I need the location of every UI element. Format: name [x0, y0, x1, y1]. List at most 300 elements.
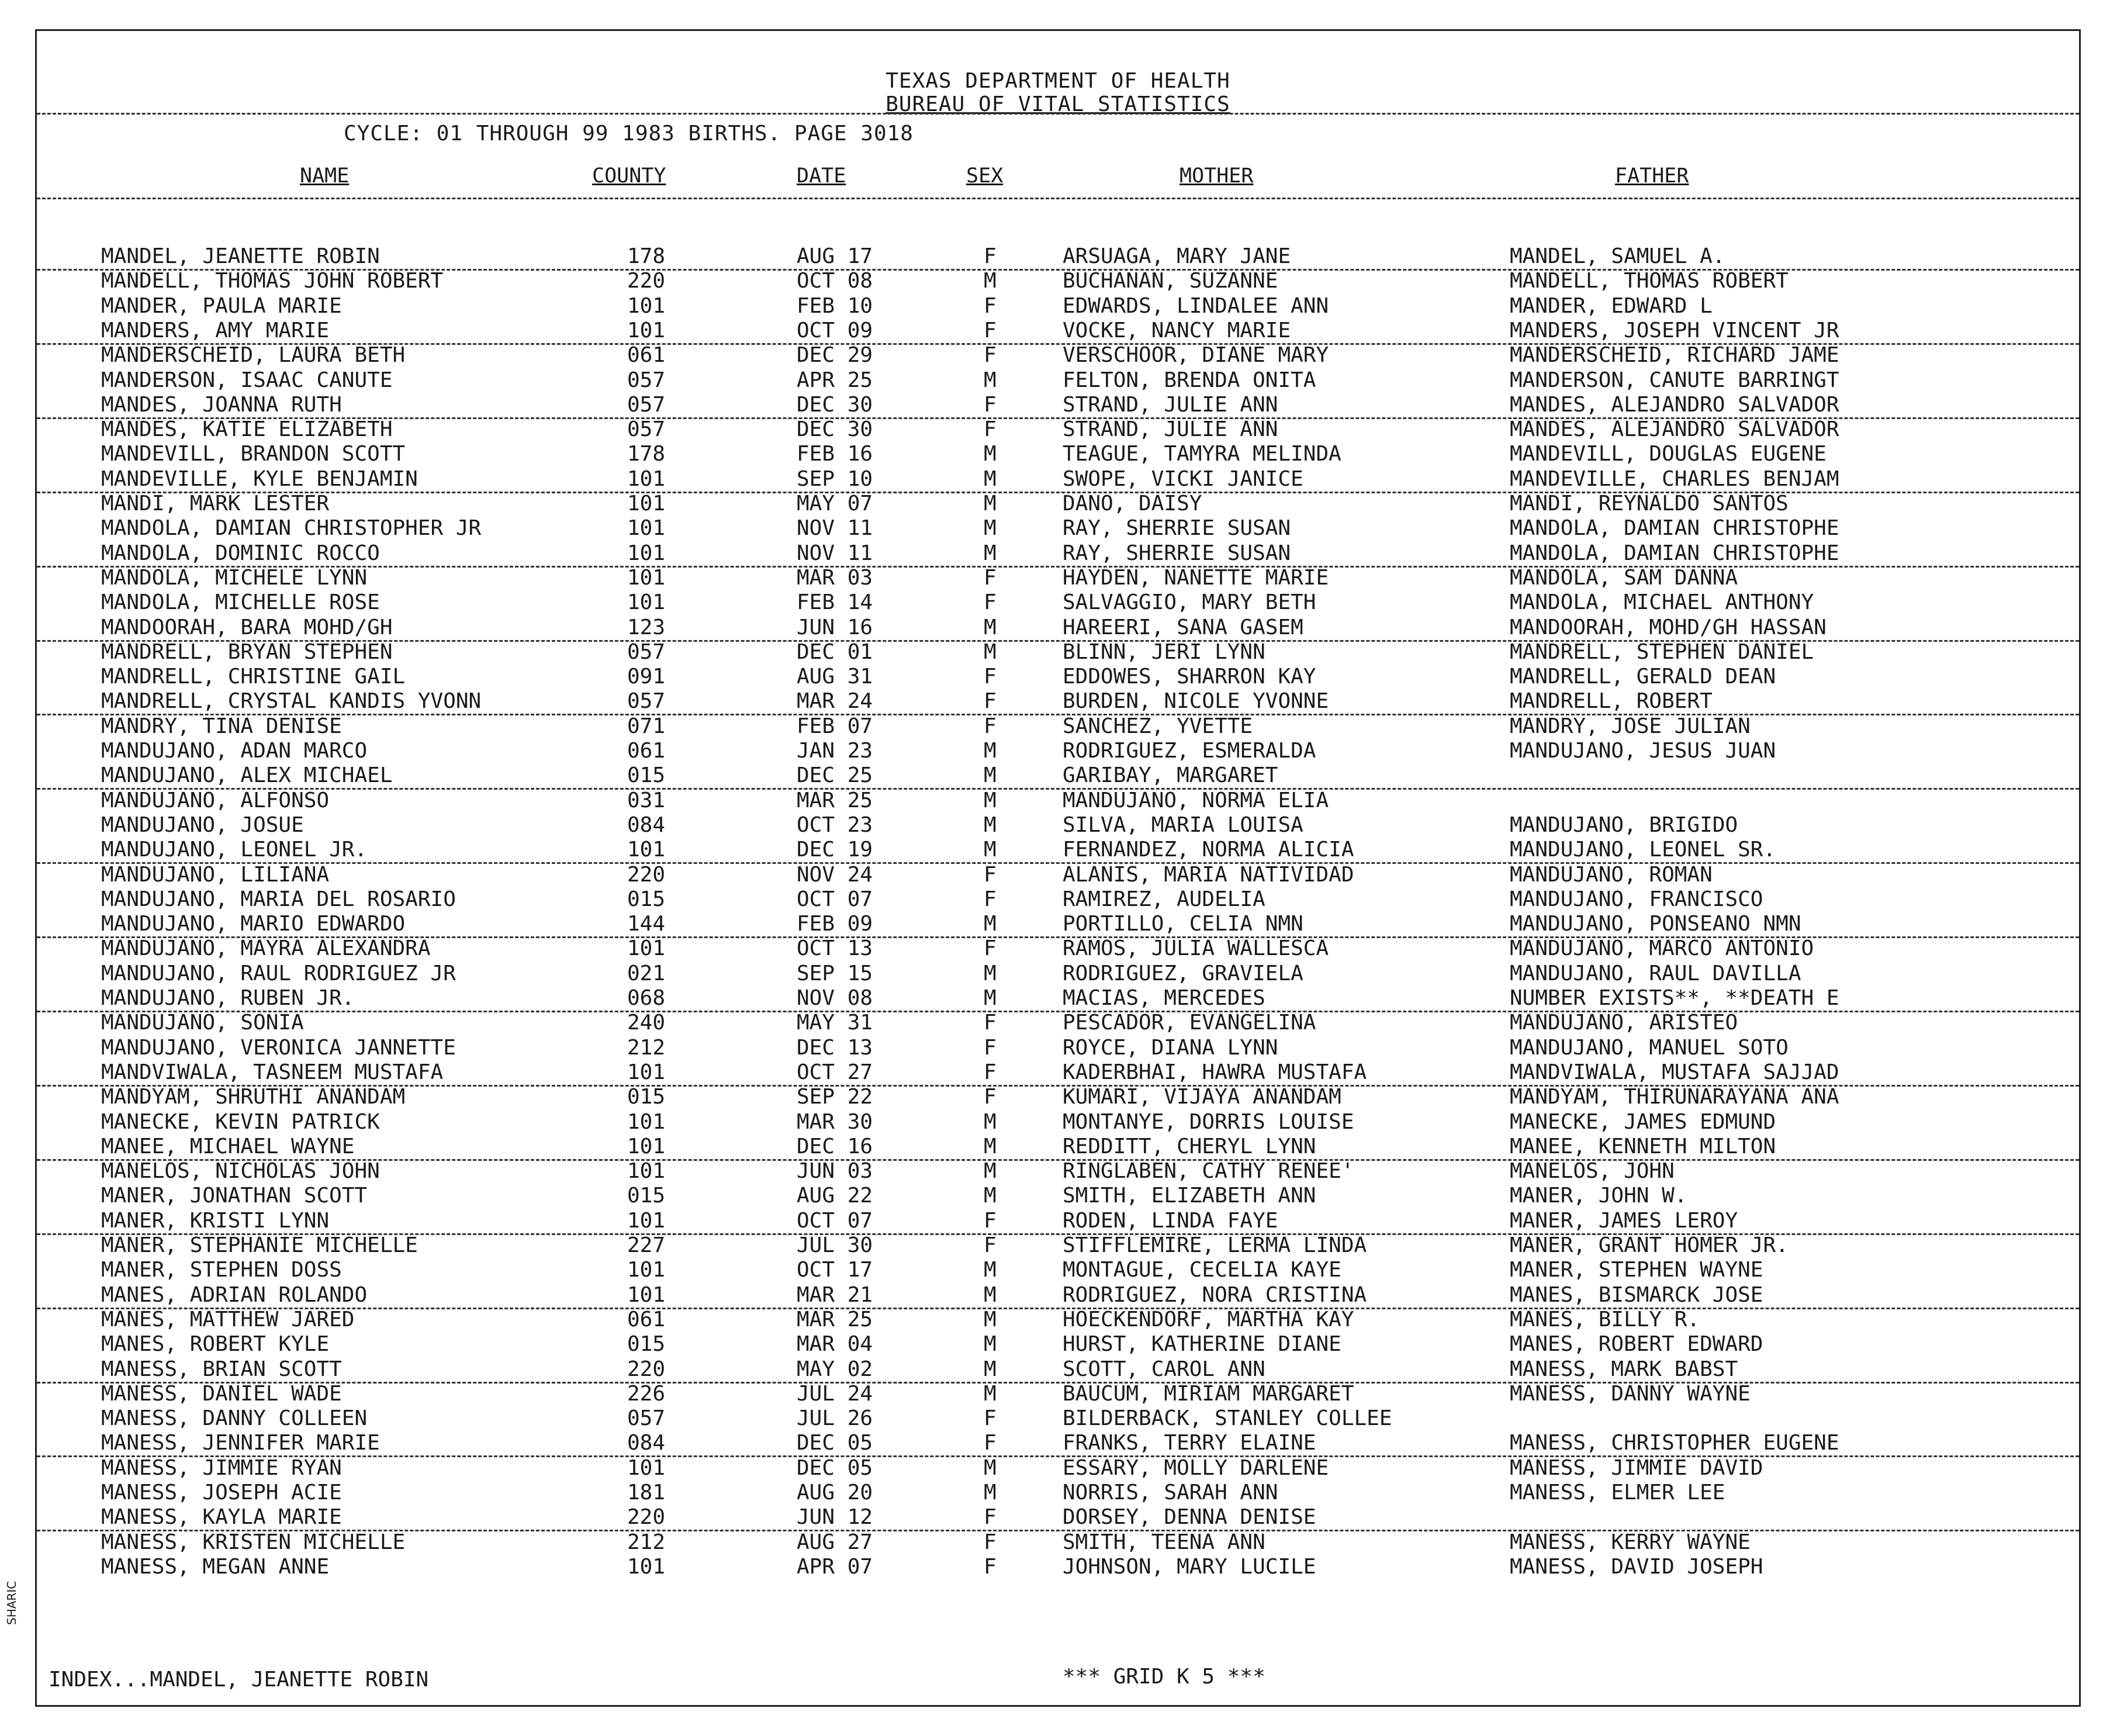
cell-sex: F — [984, 1431, 997, 1455]
cell-name: MANES, ADRIAN ROLANDO — [101, 1283, 368, 1307]
cell-sex: M — [984, 962, 997, 985]
cell-date: MAY 07 — [797, 492, 873, 516]
cell-county: 101 — [627, 319, 666, 343]
cell-name: MANDEVILL, BRANDON SCOTT — [101, 442, 406, 466]
cell-county: 101 — [627, 1110, 666, 1134]
cell-county: 212 — [627, 1530, 666, 1554]
cell-sex: M — [984, 789, 997, 812]
cell-mother: PORTILLO, CELIA NMN — [1063, 912, 1303, 936]
cell-county: 068 — [627, 986, 666, 1010]
cell-name: MANDEL, JEANETTE ROBIN — [101, 244, 380, 268]
cell-sex: F — [984, 714, 997, 738]
cell-sex: M — [984, 1357, 997, 1381]
cell-county: 015 — [627, 1184, 666, 1208]
table-row — [37, 1085, 2079, 1109]
cell-date: FEB 10 — [797, 294, 873, 318]
cell-name: MANDUJANO, RAUL RODRIGUEZ JR — [101, 962, 456, 985]
cell-date: DEC 30 — [797, 417, 873, 441]
cell-name: MANDRY, TINA DENISE — [101, 714, 342, 738]
table-row — [37, 838, 2079, 864]
cell-mother: BUCHANAN, SUZANNE — [1063, 269, 1278, 293]
table-row — [37, 1481, 2079, 1505]
cell-name: MANDI, MARK LESTER — [101, 492, 330, 516]
column-header-date: DATE — [797, 164, 846, 188]
cell-county: 057 — [627, 1406, 666, 1430]
table-row — [37, 1159, 2079, 1184]
cell-sex: M — [984, 492, 997, 516]
cell-name: MANDES, JOANNA RUTH — [101, 393, 342, 417]
cell-county: 178 — [627, 442, 666, 466]
cell-county: 101 — [627, 467, 666, 491]
cell-mother: HAYDEN, NANETTE MARIE — [1063, 566, 1329, 590]
table-row — [37, 467, 2079, 493]
cell-date: JUN 03 — [797, 1159, 873, 1183]
cell-name: MANDUJANO, LEONEL JR. — [101, 838, 368, 862]
cell-father: MANELOS, JOHN — [1510, 1159, 1675, 1183]
cell-date: DEC 19 — [797, 838, 873, 862]
cell-name: MANDER, PAULA MARIE — [101, 294, 342, 318]
cell-sex: F — [984, 1209, 997, 1233]
cell-sex: M — [984, 1382, 997, 1406]
table-row — [37, 516, 2079, 541]
cell-date: FEB 09 — [797, 912, 873, 936]
cell-date: AUG 20 — [797, 1481, 873, 1505]
side-mark: SHARIC — [5, 1581, 19, 1625]
cell-mother: HOECKENDORF, MARTHA KAY — [1063, 1308, 1354, 1332]
table-row — [37, 393, 2079, 419]
table-row — [37, 269, 2079, 293]
cell-name: MANDUJANO, RUBEN JR. — [101, 986, 355, 1010]
cell-date: AUG 31 — [797, 665, 873, 689]
cell-mother: RAY, SHERRIE SUSAN — [1063, 516, 1291, 540]
cell-county: 178 — [627, 244, 666, 268]
cell-county: 101 — [627, 492, 666, 516]
cell-date: JUL 24 — [797, 1382, 873, 1406]
cell-county: 226 — [627, 1382, 666, 1406]
cell-date: DEC 29 — [797, 343, 873, 367]
cell-sex: M — [984, 1135, 997, 1159]
cell-date: SEP 10 — [797, 467, 873, 491]
cycle-line: CYCLE: 01 THROUGH 99 1983 BIRTHS. PAGE 3018 — [344, 122, 914, 146]
cell-sex: F — [984, 1406, 997, 1430]
cell-date: DEC 05 — [797, 1456, 873, 1480]
cell-father: MANESS, DAVID JOSEPH — [1510, 1555, 1763, 1579]
table-row — [37, 962, 2079, 986]
cell-county: 084 — [627, 813, 666, 837]
cell-sex: F — [984, 1505, 997, 1529]
table-row — [37, 1283, 2079, 1309]
cell-county: 101 — [627, 838, 666, 862]
cell-sex: F — [984, 566, 997, 590]
table-row — [37, 1233, 2079, 1258]
cell-mother: SMITH, ELIZABETH ANN — [1063, 1184, 1316, 1208]
cell-county: 101 — [627, 1283, 666, 1307]
cell-sex: F — [984, 590, 997, 614]
cell-father: MANDOLA, MICHAEL ANTHONY — [1510, 590, 1814, 614]
table-row — [37, 689, 2079, 715]
cell-county: 021 — [627, 962, 666, 985]
cell-county: 057 — [627, 368, 666, 392]
cell-mother: FRANKS, TERRY ELAINE — [1063, 1431, 1316, 1455]
cell-mother: ROYCE, DIANA LYNN — [1063, 1036, 1278, 1060]
table-row — [37, 986, 2079, 1012]
table-row — [37, 640, 2079, 665]
cell-date: FEB 07 — [797, 714, 873, 738]
cell-father: NUMBER EXISTS**, **DEATH E — [1510, 986, 1839, 1010]
table-row — [37, 1357, 2079, 1384]
cell-mother: RODEN, LINDA FAYE — [1063, 1209, 1278, 1233]
cell-mother: SANCHEZ, YVETTE — [1063, 714, 1253, 738]
cell-name: MANDYAM, SHRUTHI ANANDAM — [101, 1085, 406, 1109]
column-header-mother: MOTHER — [1179, 164, 1254, 188]
cell-date: MAR 25 — [797, 789, 873, 812]
table-row — [37, 442, 2079, 466]
cell-date: DEC 25 — [797, 763, 873, 787]
cell-name: MANESS, JENNIFER MARIE — [101, 1431, 380, 1455]
table-row — [37, 1332, 2079, 1357]
cell-date: AUG 22 — [797, 1184, 873, 1208]
cell-sex: M — [984, 269, 997, 293]
cell-mother: STRAND, JULIE ANN — [1063, 417, 1278, 441]
cell-mother: SALVAGGIO, MARY BETH — [1063, 590, 1316, 614]
cell-name: MANDRELL, CHRISTINE GAIL — [101, 665, 406, 689]
cell-date: FEB 14 — [797, 590, 873, 614]
cell-date: OCT 07 — [797, 887, 873, 911]
cell-father: MANDES, ALEJANDRO SALVADOR — [1510, 393, 1839, 417]
cell-mother: JOHNSON, MARY LUCILE — [1063, 1555, 1316, 1579]
cell-mother: ESSARY, MOLLY DARLENE — [1063, 1456, 1329, 1480]
cell-name: MANDUJANO, ALFONSO — [101, 789, 330, 812]
cell-date: DEC 13 — [797, 1036, 873, 1060]
cell-date: AUG 27 — [797, 1530, 873, 1554]
cell-name: MANDEVILLE, KYLE BENJAMIN — [101, 467, 418, 491]
birth-index-page — [35, 29, 2081, 1707]
table-row — [37, 714, 2079, 739]
cell-name: MANDRELL, CRYSTAL KANDIS YVONN — [101, 689, 482, 713]
cell-mother: VERSCHOOR, DIANE MARY — [1063, 343, 1329, 367]
cell-county: 101 — [627, 936, 666, 960]
cell-sex: M — [984, 368, 997, 392]
cell-sex: F — [984, 665, 997, 689]
cell-county: 057 — [627, 393, 666, 417]
cell-date: OCT 17 — [797, 1258, 873, 1282]
cell-name: MANES, MATTHEW JARED — [101, 1308, 355, 1332]
cell-date: JUL 26 — [797, 1406, 873, 1430]
cell-mother: RODRIGUEZ, ESMERALDA — [1063, 739, 1316, 763]
cell-county: 181 — [627, 1481, 666, 1505]
cell-mother: KUMARI, VIJAYA ANANDAM — [1063, 1085, 1341, 1109]
cell-date: JUN 16 — [797, 615, 873, 639]
cell-mother: RAMIREZ, AUDELIA — [1063, 887, 1265, 911]
cell-mother: ARSUAGA, MARY JANE — [1063, 244, 1291, 268]
cell-father: MANESS, KERRY WAYNE — [1510, 1530, 1751, 1554]
cell-mother: MANDUJANO, NORMA ELIA — [1063, 789, 1329, 812]
cell-sex: F — [984, 936, 997, 960]
column-header-name: NAME — [300, 164, 350, 188]
cell-county: 084 — [627, 1431, 666, 1455]
cell-name: MANER, JONATHAN SCOTT — [101, 1184, 368, 1208]
cell-county: 057 — [627, 640, 666, 664]
cell-date: OCT 23 — [797, 813, 873, 837]
table-row — [37, 417, 2079, 442]
cell-sex: F — [984, 244, 997, 268]
cell-sex: F — [984, 1233, 997, 1257]
cell-name: MANESS, KAYLA MARIE — [101, 1505, 342, 1529]
cell-father: MANES, BISMARCK JOSE — [1510, 1283, 1763, 1307]
cell-county: 015 — [627, 1085, 666, 1109]
cell-father: MANDOORAH, MOHD/GH HASSAN — [1510, 615, 1827, 639]
table-row — [37, 936, 2079, 961]
cell-date: OCT 13 — [797, 936, 873, 960]
cell-sex: M — [984, 1184, 997, 1208]
column-header-sex: SEX — [966, 164, 1004, 188]
cell-mother: VOCKE, NANCY MARIE — [1063, 319, 1291, 343]
cell-mother: BAUCUM, MIRIAM MARGARET — [1063, 1382, 1354, 1406]
cell-sex: M — [984, 516, 997, 540]
cell-name: MANDOLA, DAMIAN CHRISTOPHER JR — [101, 516, 482, 540]
cell-father: MANDEVILL, DOUGLAS EUGENE — [1510, 442, 1827, 466]
cell-date: SEP 15 — [797, 962, 873, 985]
cell-county: 227 — [627, 1233, 666, 1257]
cell-county: 144 — [627, 912, 666, 936]
cell-father: MANDUJANO, ROMAN — [1510, 863, 1713, 887]
cell-father: MANER, JOHN W. — [1510, 1184, 1687, 1208]
cell-name: MANDUJANO, MAYRA ALEXANDRA — [101, 936, 431, 960]
cell-name: MANDOLA, MICHELE LYNN — [101, 566, 368, 590]
cell-date: JUL 30 — [797, 1233, 873, 1257]
cell-name: MANESS, DANNY COLLEEN — [101, 1406, 368, 1430]
cell-mother: RODRIGUEZ, NORA CRISTINA — [1063, 1283, 1367, 1307]
cell-father: MANDVIWALA, MUSTAFA SAJJAD — [1510, 1060, 1839, 1084]
table-row — [37, 1530, 2079, 1555]
table-row — [37, 566, 2079, 590]
cell-father: MANDER, EDWARD L — [1510, 294, 1713, 318]
cell-mother: DORSEY, DENNA DENISE — [1063, 1505, 1316, 1529]
cell-father: MANDUJANO, ARISTEO — [1510, 1011, 1738, 1035]
table-row — [37, 319, 2079, 345]
cell-county: 101 — [627, 1060, 666, 1084]
cell-sex: F — [984, 294, 997, 318]
cell-county: 057 — [627, 417, 666, 441]
cell-county: 101 — [627, 1209, 666, 1233]
cell-name: MANDUJANO, ALEX MICHAEL — [101, 763, 393, 787]
cell-father: MANDES, ALEJANDRO SALVADOR — [1510, 417, 1839, 441]
cell-name: MANDUJANO, JOSUE — [101, 813, 304, 837]
cell-name: MANDUJANO, LILIANA — [101, 863, 330, 887]
cell-mother: GARIBAY, MARGARET — [1063, 763, 1278, 787]
cell-mother: EDWARDS, LINDALEE ANN — [1063, 294, 1329, 318]
cell-county: 101 — [627, 1135, 666, 1159]
cell-date: NOV 24 — [797, 863, 873, 887]
cell-county: 101 — [627, 516, 666, 540]
table-row — [37, 294, 2079, 319]
cell-father: MANDELL, THOMAS ROBERT — [1510, 269, 1789, 293]
cell-father: MANDOLA, SAM DANNA — [1510, 566, 1738, 590]
cell-name: MANESS, JIMMIE RYAN — [101, 1456, 342, 1480]
cell-name: MANER, KRISTI LYNN — [101, 1209, 330, 1233]
cell-county: 061 — [627, 343, 666, 367]
table-row — [37, 1011, 2079, 1035]
cell-mother: SCOTT, CAROL ANN — [1063, 1357, 1265, 1381]
cell-mother: BILDERBACK, STANLEY COLLEE — [1063, 1406, 1392, 1430]
cell-date: MAR 25 — [797, 1308, 873, 1332]
cell-mother: RINGLABEN, CATHY RENEE' — [1063, 1159, 1354, 1183]
table-row — [37, 1110, 2079, 1135]
cell-mother: MONTAGUE, CECELIA KAYE — [1063, 1258, 1341, 1282]
cell-date: SEP 22 — [797, 1085, 873, 1109]
cell-date: FEB 16 — [797, 442, 873, 466]
cell-county: 220 — [627, 1357, 666, 1381]
cell-mother: SWOPE, VICKI JANICE — [1063, 467, 1303, 491]
cell-name: MANER, STEPHEN DOSS — [101, 1258, 342, 1282]
cell-sex: F — [984, 887, 997, 911]
agency-title: TEXAS DEPARTMENT OF HEALTH — [885, 69, 1230, 93]
table-row — [37, 1555, 2079, 1579]
table-row — [37, 789, 2079, 813]
table-row — [37, 541, 2079, 568]
cell-county: 101 — [627, 566, 666, 590]
cell-mother: HURST, KATHERINE DIANE — [1063, 1332, 1341, 1356]
cell-father: MANDERSON, CANUTE BARRINGT — [1510, 368, 1839, 392]
table-row — [37, 343, 2079, 368]
cell-mother: RAY, SHERRIE SUSAN — [1063, 541, 1291, 565]
cell-sex: F — [984, 863, 997, 887]
cell-date: DEC 05 — [797, 1431, 873, 1455]
cell-sex: M — [984, 1258, 997, 1282]
cell-father: MANER, JAMES LEROY — [1510, 1209, 1738, 1233]
cell-mother: STIFFLEMIRE, LERMA LINDA — [1063, 1233, 1367, 1257]
table-row — [37, 739, 2079, 763]
cell-county: 123 — [627, 615, 666, 639]
cell-sex: M — [984, 1456, 997, 1480]
cell-date: DEC 30 — [797, 393, 873, 417]
cell-father: MANDEVILLE, CHARLES BENJAM — [1510, 467, 1839, 491]
cell-sex: M — [984, 615, 997, 639]
cell-date: MAR 03 — [797, 566, 873, 590]
cell-county: 240 — [627, 1011, 666, 1035]
cell-sex: M — [984, 640, 997, 664]
cell-father: MANEE, KENNETH MILTON — [1510, 1135, 1776, 1159]
cell-sex: F — [984, 1060, 997, 1084]
table-row — [37, 887, 2079, 912]
cell-mother: EDDOWES, SHARRON KAY — [1063, 665, 1316, 689]
cell-county: 212 — [627, 1036, 666, 1060]
table-row — [37, 863, 2079, 887]
cell-name: MANDVIWALA, TASNEEM MUSTAFA — [101, 1060, 444, 1084]
cell-name: MANDOLA, DOMINIC ROCCO — [101, 541, 380, 565]
cell-father: MANDUJANO, MARCO ANTONIO — [1510, 936, 1814, 960]
cell-sex: M — [984, 739, 997, 763]
cell-county: 091 — [627, 665, 666, 689]
cell-sex: M — [984, 1481, 997, 1505]
cell-date: APR 25 — [797, 368, 873, 392]
table-row — [37, 1258, 2079, 1282]
cell-father: MANESS, JIMMIE DAVID — [1510, 1456, 1763, 1480]
cell-mother: RAMOS, JULIA WALLESCA — [1063, 936, 1329, 960]
cell-county: 015 — [627, 1332, 666, 1356]
table-row — [37, 1135, 2079, 1161]
cell-father: MANESS, MARK BABST — [1510, 1357, 1738, 1381]
cell-date: AUG 17 — [797, 244, 873, 268]
cell-date: NOV 08 — [797, 986, 873, 1010]
cell-sex: M — [984, 763, 997, 787]
cell-name: MANDRELL, BRYAN STEPHEN — [101, 640, 393, 664]
cell-father: MANDUJANO, FRANCISCO — [1510, 887, 1763, 911]
cell-name: MANESS, JOSEPH ACIE — [101, 1481, 342, 1505]
table-row — [37, 912, 2079, 938]
cell-name: MANESS, MEGAN ANNE — [101, 1555, 330, 1579]
table-row — [37, 763, 2079, 790]
cell-father: MANDUJANO, LEONEL SR. — [1510, 838, 1776, 862]
cell-name: MANDES, KATIE ELIZABETH — [101, 417, 393, 441]
cell-county: 101 — [627, 1258, 666, 1282]
cell-father: MANESS, ELMER LEE — [1510, 1481, 1725, 1505]
cell-mother: SMITH, TEENA ANN — [1063, 1530, 1265, 1554]
cell-name: MANESS, KRISTEN MICHELLE — [101, 1530, 406, 1554]
cell-mother: FERNANDEZ, NORMA ALICIA — [1063, 838, 1354, 862]
cell-father: MANDRELL, ROBERT — [1510, 689, 1713, 713]
cell-name: MANDOORAH, BARA MOHD/GH — [101, 615, 393, 639]
cell-father: MANESS, DANNY WAYNE — [1510, 1382, 1751, 1406]
cell-father: MANDERSCHEID, RICHARD JAME — [1510, 343, 1839, 367]
cell-father: MANDUJANO, BRIGIDO — [1510, 813, 1738, 837]
table-row — [37, 1456, 2079, 1481]
cell-father: MANDI, REYNALDO SANTOS — [1510, 492, 1789, 516]
cell-name: MANDUJANO, VERONICA JANNETTE — [101, 1036, 456, 1060]
column-header-county: COUNTY — [592, 164, 666, 188]
cell-date: MAY 31 — [797, 1011, 873, 1035]
cell-name: MANDELL, THOMAS JOHN ROBERT — [101, 269, 444, 293]
cell-father: MANDUJANO, PONSEANO NMN — [1510, 912, 1801, 936]
cell-mother: TEAGUE, TAMYRA MELINDA — [1063, 442, 1341, 466]
table-row — [37, 1308, 2079, 1332]
cell-county: 031 — [627, 789, 666, 812]
cell-county: 101 — [627, 1159, 666, 1183]
cell-father: MANER, GRANT HOMER JR. — [1510, 1233, 1789, 1257]
cell-sex: F — [984, 319, 997, 343]
cell-father: MANDEL, SAMUEL A. — [1510, 244, 1725, 268]
cell-date: OCT 27 — [797, 1060, 873, 1084]
cell-county: 015 — [627, 763, 666, 787]
table-row — [37, 1431, 2079, 1457]
cell-name: MANER, STEPHANIE MICHELLE — [101, 1233, 418, 1257]
cell-mother: PESCADOR, EVANGELINA — [1063, 1011, 1316, 1035]
cell-sex: M — [984, 912, 997, 936]
cell-county: 101 — [627, 1456, 666, 1480]
cell-date: JAN 23 — [797, 739, 873, 763]
cell-date: MAR 24 — [797, 689, 873, 713]
cell-name: MANDUJANO, MARIA DEL ROSARIO — [101, 887, 456, 911]
cell-sex: F — [984, 1011, 997, 1035]
cell-county: 061 — [627, 739, 666, 763]
cell-county: 220 — [627, 1505, 666, 1529]
cell-name: MANDUJANO, ADAN MARCO — [101, 739, 368, 763]
cell-sex: M — [984, 1308, 997, 1332]
cell-county: 220 — [627, 269, 666, 293]
cell-sex: F — [984, 1530, 997, 1554]
cell-county: 061 — [627, 1308, 666, 1332]
table-row — [37, 1184, 2079, 1208]
cell-mother: REDDITT, CHERYL LYNN — [1063, 1135, 1316, 1159]
table-row — [37, 1036, 2079, 1060]
cell-father: MANDRELL, GERALD DEAN — [1510, 665, 1776, 689]
index-label: INDEX...MANDEL, JEANETTE ROBIN — [49, 1668, 429, 1692]
cell-date: MAR 21 — [797, 1283, 873, 1307]
cell-sex: M — [984, 541, 997, 565]
cell-father: MANES, ROBERT EDWARD — [1510, 1332, 1763, 1356]
cell-father: MANDOLA, DAMIAN CHRISTOPHE — [1510, 516, 1839, 540]
cell-county: 101 — [627, 294, 666, 318]
